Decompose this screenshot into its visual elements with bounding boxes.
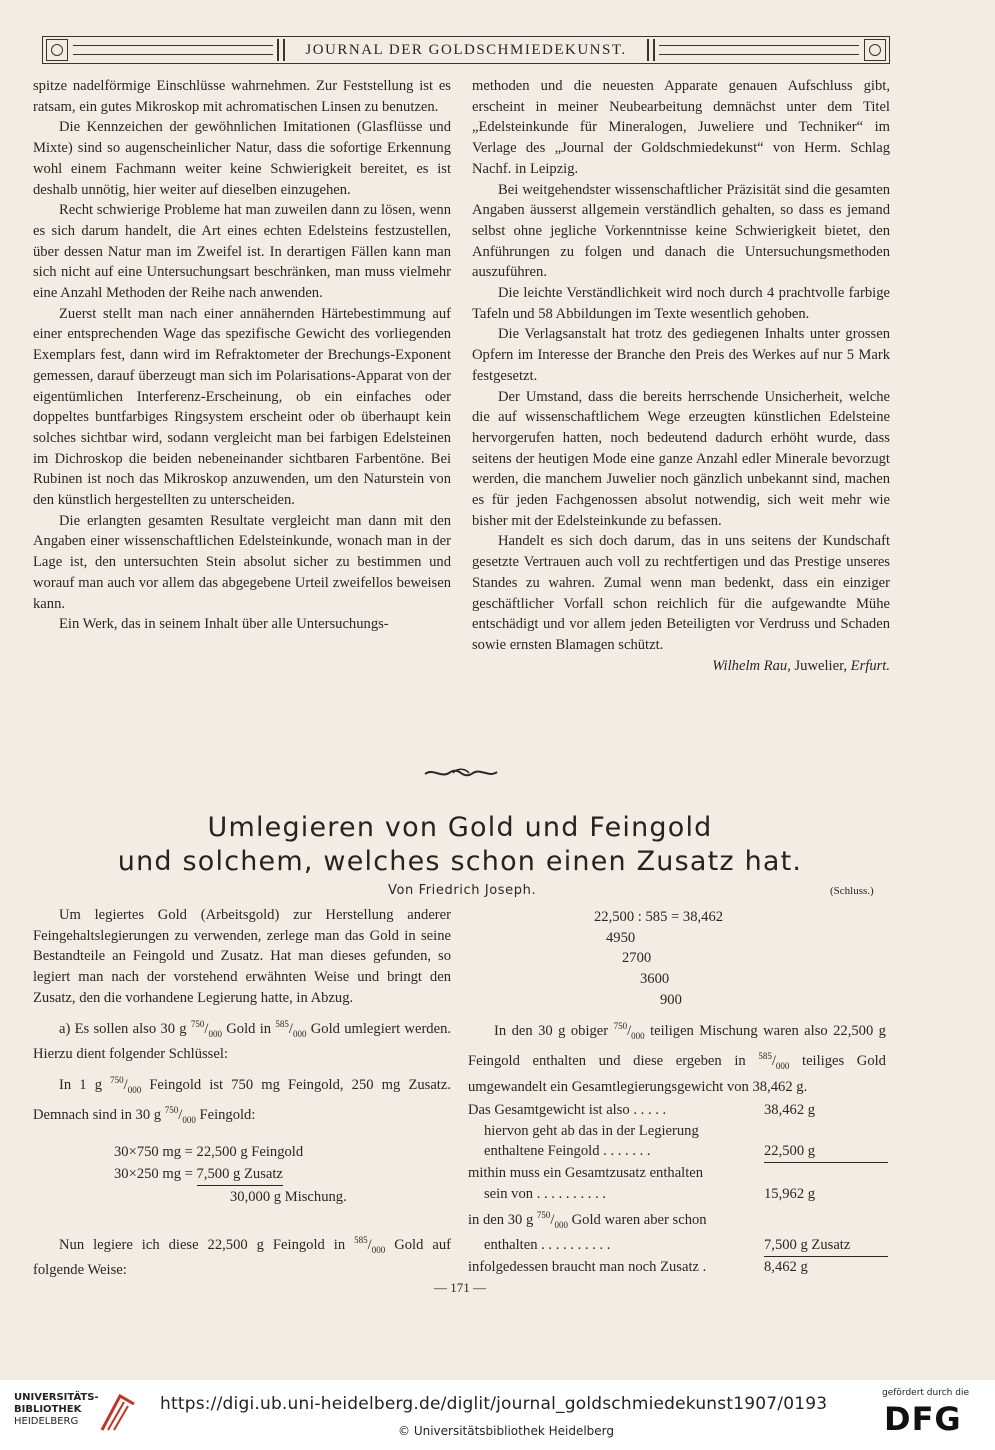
paragraph: Die erlangten gesamten Resultate vergleicht man dann mit den Angaben einer wissenschaftlichen Edelsteinkunde, wonach man in der Lage ist, den untersuchten Stein absolut sicher zu bestimmen und worauf man auch vor allem das abgegebene Urteil zweifellos beweisen kann.: [33, 512, 451, 612]
article-title-line-2: und solchem, welches schon einen Zusatz hat.: [117, 846, 803, 877]
ledger-row: Das Gesamtgewicht ist also . . . . . 38,462 g: [468, 1102, 816, 1118]
funding-note: gefördert durch die: [882, 1388, 969, 1398]
ledger: [468, 1100, 888, 1277]
continuation-note: (Schluss.): [830, 885, 874, 897]
paragraph: Ein Werk, das in seinem Inhalt über alle Untersuchungs-: [59, 616, 389, 633]
paragraph: methoden und die neuesten Apparate genauen Aufschluss gibt, erscheint in meiner Neubearbeitung demnächst unter dem Titel „Edelsteinkunde für Mineralogen, Juweliere und Techniker“ im Verlage des „Journal der Goldschmiedekunst“ von Herm. Schlag Nachf. in Leipzig.: [472, 78, 890, 177]
paragraph: Die Verlagsanstalt hat trotz des gediegenen Inhalts unter grossen Opfern im Interesse der Branche den Preis des Werkes auf nur 5 Mark festgesetzt.: [472, 326, 890, 384]
paragraph: Zuerst stellt man nach einer annähernden Härtebestimmung auf einer entsprechenden Wage das spezifische Gewicht des vorliegenden Exemplars fest, dann wird im Refraktometer der Brechungs-Exponent gemessen, darauf überzeugt man sich im Polarisations-Apparat von der eigentümlichen Interferenz-Erscheinung, ob ein einfaches oder doppeltes buntfarbiges Ringsystem erscheint oder ob überhaupt kein solches sichtbar wird, sodann vergleicht man bei farbigen Edelsteinen im Dichroskop die beiden nebeneinander sichtbaren Farbentöne. Bei Rubinen ist noch das Mikroskop anzuwenden, um den Naturstein von den künstlich hergestellten zu unterscheiden.: [33, 305, 451, 509]
ledger-row: mithin muss ein Gesamtzusatz enthalten: [468, 1165, 704, 1182]
paragraph: Handelt es sich doch darum, das in uns seitens der Kundschaft gesetzte Vertrauen auch voll zu rechtfertigen und das Prestige unseres Standes zu wahren. Zumal wenn man bedenkt, dass ein einziger geschäftlicher Vorfall schon reichlich für die aufgewandte Mühe entschädigt und vor allem jeden Beteiligten vor Verdruss und Schaden sowie ernsten Blamagen schützt.: [472, 533, 890, 653]
right-column-bottom: [468, 1016, 886, 1098]
paragraph: Nun legiere ich diese 22,500 g Feingold in $^{585}/_{000}$ Gold auf folgende Weise:: [33, 1235, 451, 1279]
calc-line: 30×750 mg = 22,500 g Feingold: [114, 1144, 304, 1160]
paragraph: Recht schwierige Probleme hat man zuweilen dann zu lösen, wenn es sich darum handelt, die Art eines echten Edelsteins festzustellen, über dessen Natur man im Zweifel ist. In derartigen Fällen kann man sich nicht auf eine Untersuchungsart beschränken, man muss vielmehr eine Anzahl Methoden der Reihe nach anwenden.: [33, 202, 451, 302]
left-column-bottom: [33, 905, 451, 1131]
paragraph: a) Es sollen also 30 g $^{750}/_{000}$ Gold in $^{585}/_{000}$ Gold umlegiert werden. Hierzu dient folgender Schlüssel:: [33, 1018, 452, 1062]
paragraph: In den 30 g obiger $^{750}/_{000}$ teiligen Mischung waren also 22,500 g Feingold enthalten und diese ergeben in $^{585}/_{000}$ teiliges Gold umgewandelt ein Gesamtlegierungsgewicht von 38,462 g.: [468, 1021, 886, 1095]
left-column-top: [33, 76, 451, 635]
ledger-row: in den 30 g $^{750}/_{000}$ Gold waren aber schon: [468, 1209, 707, 1230]
ornament-divider: [423, 766, 499, 780]
page-number: — 171 —: [434, 1280, 486, 1295]
dfg-logo: DFG: [884, 1400, 962, 1438]
running-head: [42, 36, 890, 64]
copyright: © Universitätsbibliothek Heidelberg: [398, 1424, 615, 1438]
rule-left: [73, 45, 273, 55]
paragraph: Bei weitgehendster wissenschaftlicher Präzisität sind die gesamten Angaben äusserst allgemein verständlich gehalten, so dass es jemand selbst ohne jegliche Vorkenntnisse keine Schwierigkeit bietet, den Anführungen zu folgen und danach die Untersuchungsmethoden auszuführen.: [472, 181, 890, 281]
article-title-line-1: Umlegieren von Gold und Feingold: [207, 812, 713, 843]
signature: Wilhelm Rau, Juwelier, Erfurt.: [712, 657, 890, 674]
paragraph: In 1 g $^{750}/_{000}$ Feingold ist 750 mg Feingold, 250 mg Zusatz. Demnach sind in 30 g $^{750}/_{000}$ Feingold:: [33, 1074, 451, 1125]
library-logo-text: UNIVERSITÄTS- BIBLIOTHEK HEIDELBERG: [14, 1392, 99, 1427]
ledger-row: sein von . . . . . . . . . . 15,962 g: [484, 1185, 816, 1202]
division-line: 4950: [606, 929, 636, 946]
left-column-closing: [33, 1230, 451, 1281]
long-division: [594, 907, 723, 1011]
ledger-row: infolgedessen braucht man noch Zusatz . 8,462 g: [468, 1258, 808, 1275]
journal-title: JOURNAL DER GOLDSCHMIEDEKUNST.: [305, 41, 627, 58]
ornament-box-right: [864, 39, 886, 61]
footer-band: [0, 1380, 995, 1450]
byline: Von Friedrich Joseph.: [388, 883, 537, 898]
ornament-box-left: [46, 39, 68, 61]
paragraph: Um legiertes Gold (Arbeitsgold) zur Herstellung anderer Feingehaltslegierungen zu verwenden, zerlege man das Gold in seine Bestandteile an Feingold und Zusatz. Hat man dieses gefunden, so legiert man nach der vorstehend erwähnten Weise und bringt den Zusatz, den die vorhandene Legierung hatte, in Abzug.: [33, 907, 451, 1006]
division-line: 3600: [640, 971, 670, 988]
division-line: 22,500 : 585 = 38,462: [594, 909, 724, 925]
division-line: 2700: [622, 950, 652, 967]
division-line: 900: [660, 991, 682, 1008]
paragraph: Der Umstand, dass die bereits herrschende Unsicherheit, welche die auf wissenschaftlichem Wege erzeugten künstlichen Edelsteine hervorgerufen hatten, noch bedeutend dadurch erhöht wurde, dass seitens der heutigen Mode eine ganze Anzahl edler Minerale bevorzugt werden, die manchem Juwelier noch gänzlich unbekannt sind, machen es für jeden Fachgenossen absolut notwendig, sich weit mehr wie bisher mit der Edelsteinkunde zu befassen.: [472, 388, 890, 529]
calc-total: 30,000 g Mischung.: [230, 1189, 347, 1205]
calc-line: 30×250 mg = 7,500 g Zusatz: [114, 1163, 374, 1186]
paragraph: Die Kennzeichen der gewöhnlichen Imitationen (Glasflüsse und Mixte) sind so augenscheinlicher Natur, dass die sofortige Erkennung wohl einem Fachmann weiter keine Schwierigkeit bereitet, es ist deshalb unnötig, hier weiter auf dieselben einzugehen.: [33, 119, 451, 198]
calculation-block: [114, 1141, 374, 1208]
ledger-row: hiervon geht ab das in der Legierung: [484, 1122, 699, 1139]
paragraph: spitze nadelförmige Einschlüsse wahrnehmen. Zur Feststellung ist es ratsam, ein gutes Mikroskop mit achromatischen Linsen zu benutzen.: [33, 78, 451, 115]
paragraph: Die leichte Verständlichkeit wird noch durch 4 prachtvolle farbige Tafeln und 58 Abbildungen im Texte wesentlich gehoben.: [472, 285, 890, 322]
ledger-row: enthaltene Feingold . . . . . . . 22,500 g: [468, 1141, 888, 1163]
right-column-top: [472, 76, 890, 676]
library-logo-icon: [98, 1390, 138, 1434]
ledger-row: enthalten . . . . . . . . . . 7,500 g Zusatz: [468, 1235, 888, 1257]
permalink-url[interactable]: https://digi.ub.uni-heidelberg.de/diglit/journal_goldschmiedekunst1907/0193: [160, 1394, 828, 1414]
rule-right: [659, 45, 859, 55]
